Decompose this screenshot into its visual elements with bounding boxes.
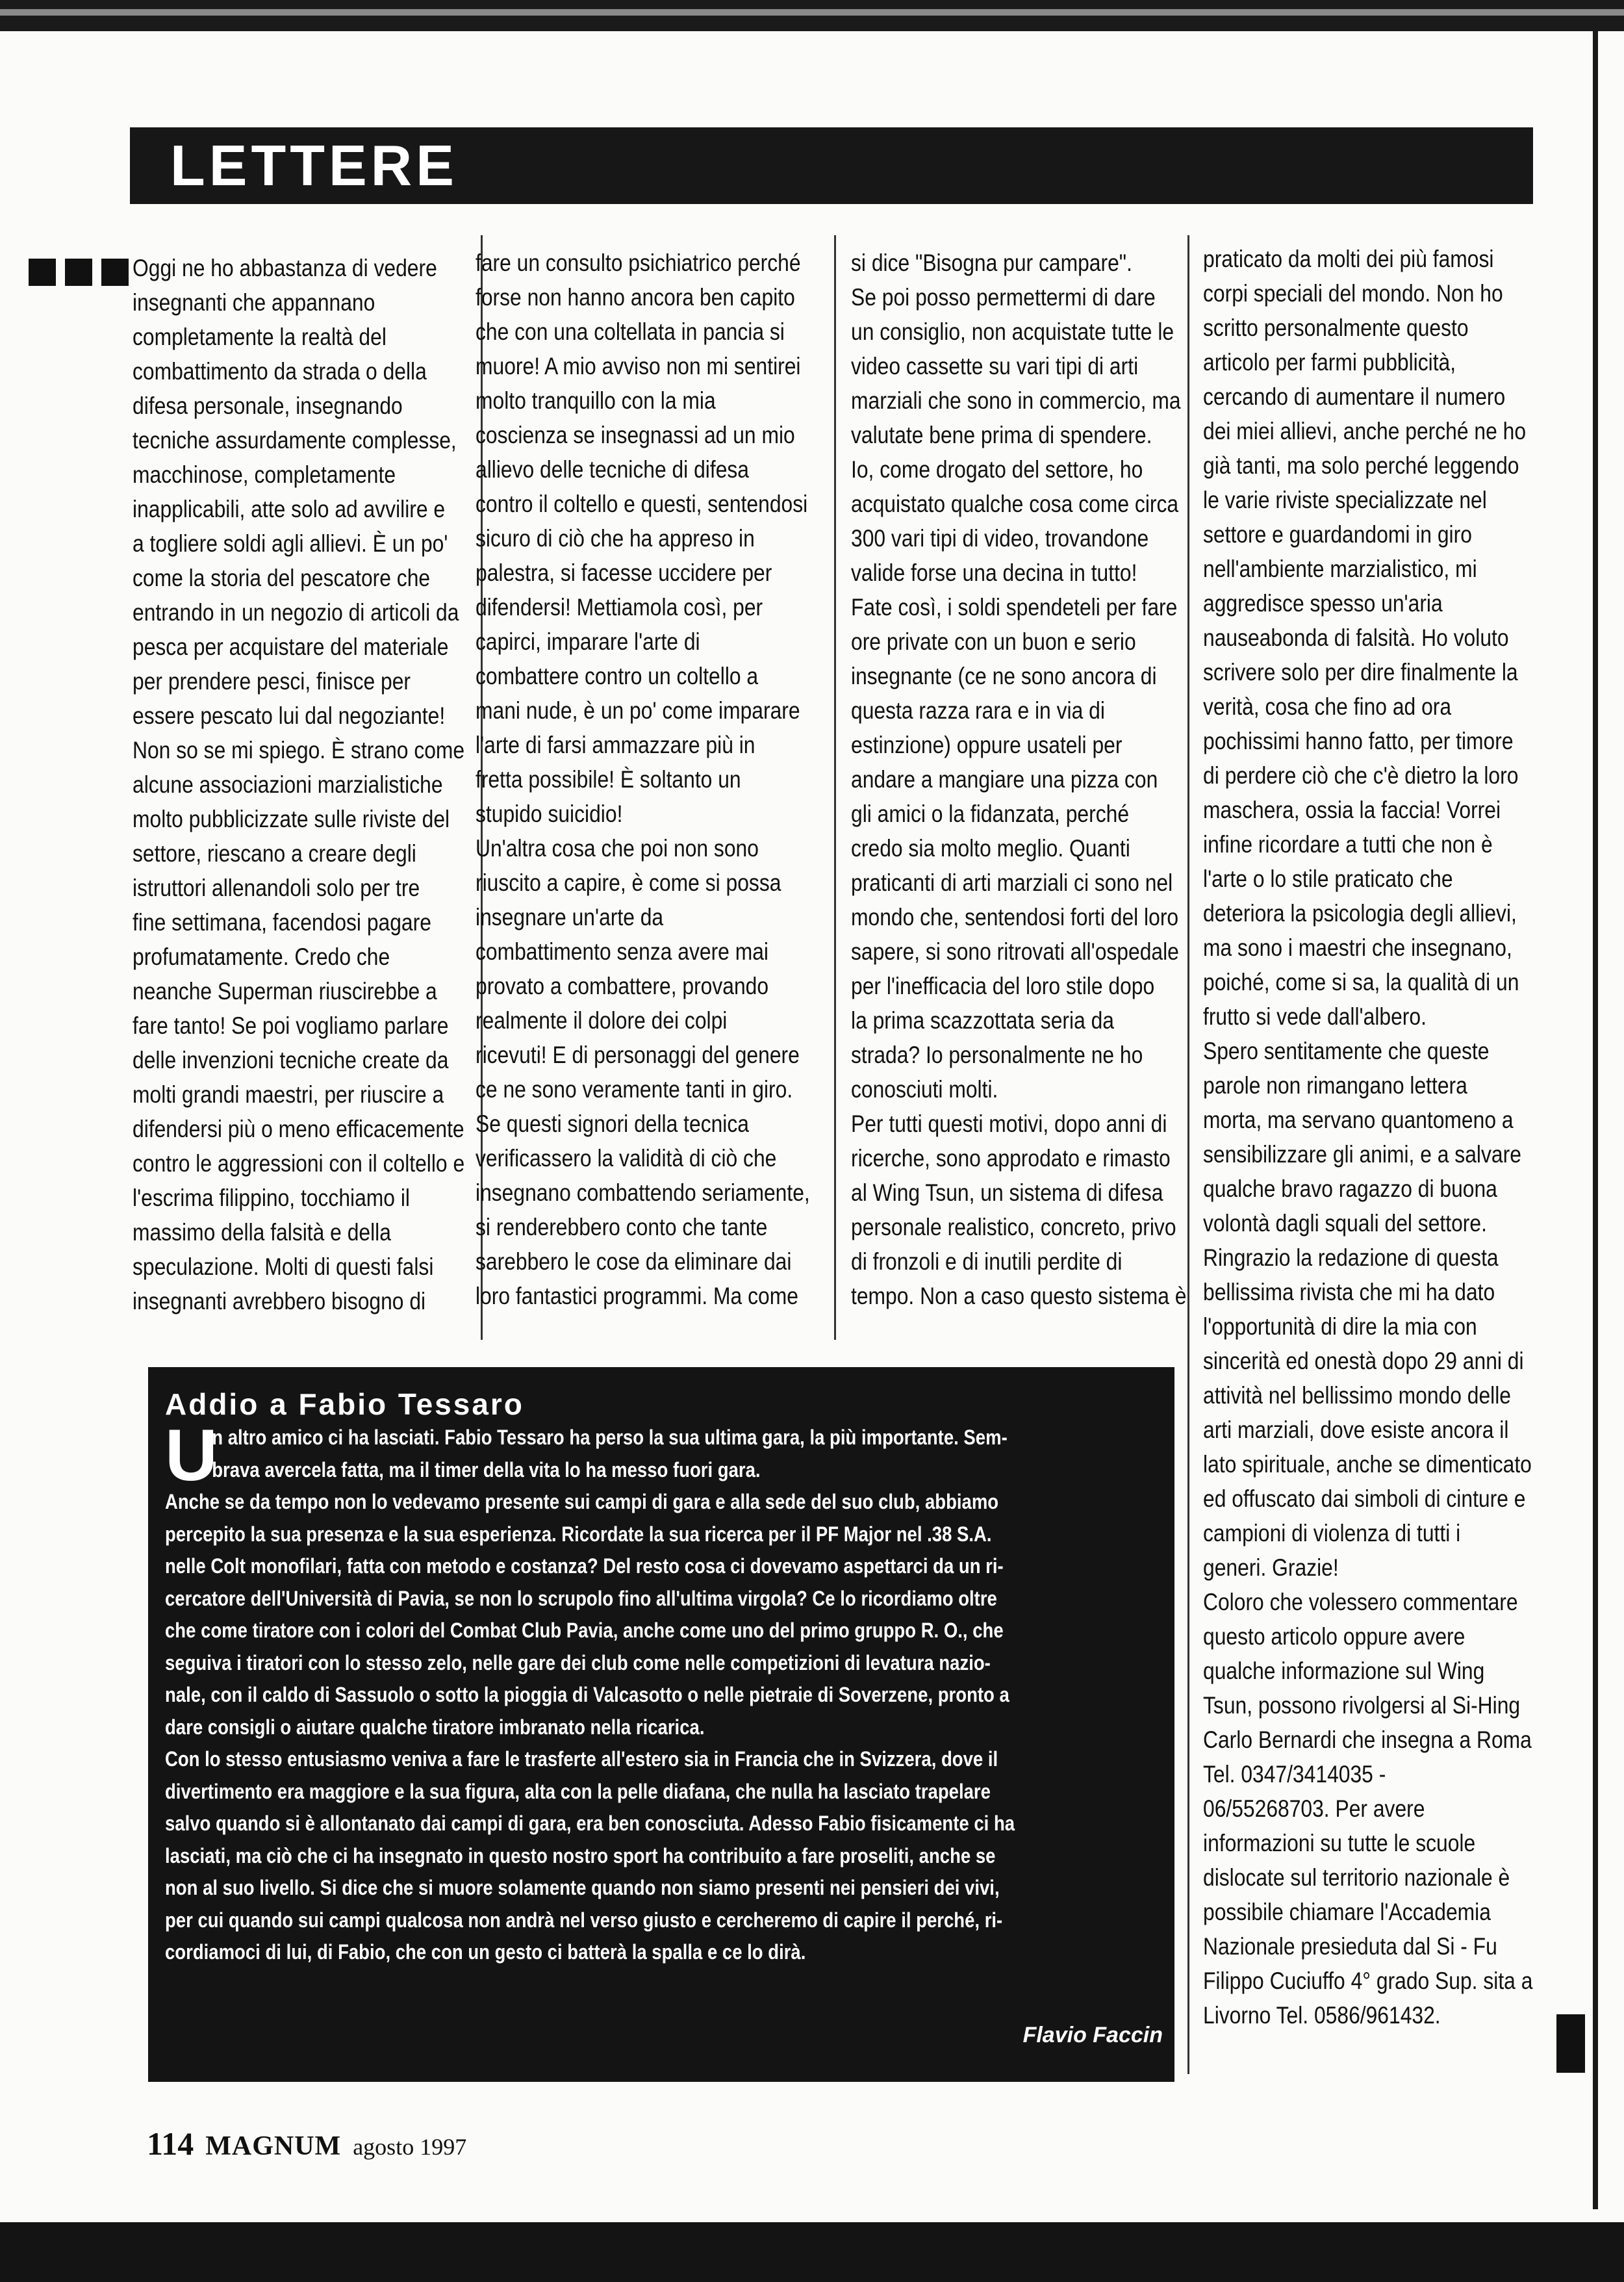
page-number: 114 [147,2125,194,2162]
obituary-title: Addio a Fabio Tessaro [165,1387,524,1421]
letter-column-3 [851,246,1192,1313]
column-text: si dice "Bisogna pur campare". Se poi posso permettermi di dare un consiglio, non acquistate tutte le video cassette su vari tipi di arti marziali che sono in commercio, ma valutate bene prima di spendere. Io, come drogato del settore, ho acquistato qualche cosa come circa 300 vari tipi di video, trovandone valide forse una decina in tutto! Fate così, i soldi spendeteli per fare ore private con un buon e serio insegnante (ce ne sono ancora di questa razza rara e in via di estinzione) oppure usateli per andare a mangiare una pizza con gli amici o la fidanzata, perché credo sia molto meglio. Quanti praticanti di arti marziali ci sono nel mondo che, sentendosi forti del loro sapere, si sono ritrovati all'ospedale per l'inefficacia del loro stile dopo la prima scazzottata seria da strada? Io personalmente ne ho conosciuti molti. Per tutti questi motivi, dopo anni di ricerche, sono approdato e rimasto al Wing Tsun, un sistema di difesa personale realistico, concreto, privo di fronzoli e di inutili perdite di tempo. Non a caso questo sistema è [851,250,1187,1309]
letter-column-2 [476,246,811,1313]
section-bullets [29,259,129,286]
obituary-body [165,1422,1160,1969]
bullet-square-icon [101,259,129,286]
obituary-lead: n altro amico ci ha lasciati. Fabio Tessaro ha perso la sua ultima gara, la più importante. Sem- brava avercela fatta, ma il timer della vita lo ha messo fuori gara. [212,1426,1008,1481]
column-divider [1187,235,1189,2074]
column-divider [834,235,836,1340]
corner-marker [1556,2014,1585,2073]
page-footer [147,2125,466,2162]
letter-column-4 [1203,242,1538,2032]
top-border-texture [0,9,1624,16]
obituary-dropcap: U [165,1415,218,1496]
magazine-name: MAGNUM [205,2131,342,2161]
issue-date: agosto 1997 [353,2134,467,2160]
section-title: LETTERE [170,133,458,198]
letter-column-1 [133,251,468,1318]
bullet-square-icon [29,259,56,286]
top-border [0,0,1624,31]
bottom-border [0,2222,1624,2282]
column-text: fare un consulto psichiatrico perché forse non hanno ancora ben capito che con una coltellata in pancia si muore! A mio avviso non mi sentirei molto tranquillo con la mia coscienza se insegnassi ad un mio allievo delle tecniche di difesa contro il coltello e questi, sentendosi sicuro di ciò che ha appreso in palestra, si facesse uccidere per difendersi! Mettiamola così, per capirci, imparare l'arte di combattere contro un coltello a mani nude, è un po' come imparare l'arte di farsi ammazzare più in fretta possibile! È soltanto un stupido suicidio! Un'altra cosa che poi non sono riuscito a capire, è come si possa insegnare un'arte da combattimento senza avere mai provato a combattere, provando realmente il dolore dei colpi ricevuti! E di personaggi del genere ce ne sono veramente tanti in giro. Se questi signori della tecnica verificassero la validità di ciò che insegnano combattendo seriamente, si renderebbero conto che tante sarebbero le cose da eliminare dai loro fantastici programmi. Ma come [476,250,810,1309]
column-text: Oggi ne ho abbastanza di vedere insegnanti che appannano completamente la realtà del combattimento da strada o della difesa personale, insegnando tecniche assurdamente complesse, macchinose, completamente inapplicabili, atte solo ad avvilire e a togliere soldi agli allievi. È un po' come la storia del pescatore che entrando in un negozio di articoli da pesca per acquistare del materiale per prendere pesci, finisce per essere pescato lui dal negoziante! Non so se mi spiego. È strano come alcune associazioni marzialistiche molto pubblicizzate sulle riviste del settore, riescano a creare degli istruttori allenandoli solo per tre fine settimana, facendosi pagare profumatamente. Credo che neanche Superman riuscirebbe a fare tanto! Se poi vogliamo parlare delle invenzioni tecniche create da molti grandi maestri, per riuscire a difendersi più o meno efficacemente contro le aggressioni con il coltello e l'escrima filippino, tocchiamo il massimo della falsità e della speculazione. Molti di questi falsi insegnanti avrebbero bisogno di [133,255,465,1314]
obituary-author: Flavio Faccin [1022,2023,1163,2047]
obituary-text: Anche se da tempo non lo vedevamo presente sui campi di gara e alla sede del suo club, abbiamo percepito la sua presenza e la sua esperienza. Ricordate la sua ricerca per il PF Major nel .38 S.A. nelle Colt monofilari, fatta con metodo e costanza? Del resto cosa ci dovevamo aspettarci da un ri- cercatore dell'Università di Pavia, se non lo scrupolo fino all'ultima virgola? Ce lo ricordiamo oltre che come tiratore con i colori del Combat Club Pavia, anche come uno del primo gruppo R. O., che seguiva i tiratori con lo stesso zelo, nelle gare dei club come nelle competizioni di levatura nazio- nale, con il caldo di Sassuolo o sotto la pioggia di Valcasotto o nelle pietraie di Soverzene, pronto a dare consigli o aiutare qualche tiratore imbranato nella ricarica. Con lo stesso entusiasmo veniva a fare le trasferte all'estero sia in Francia che in Svizzera, dove il divertimento era maggiore e la sua figura, alta con la pelle diafana, che nulla ha lasciato trapelare salvo quando si è allontanato dai campi di gara, era ben conosciuta. Adesso Fabio fisicamente ci ha lasciati, ma ciò che ci ha insegnato in questo nostro sport ha contribuito a fare proseliti, anche se non al suo livello. Si dice che si muore solamente quando non siamo presenti nei pensieri dei vivi, per cui quando sui campi qualcosa non andrà nel verso giusto e cercheremo di capire il perché, ri- cordiamoci di lui, di Fabio, che con un gesto ci batterà la spalla e ce lo dirà. [165,1490,1015,1964]
section-header-bar [130,127,1533,204]
obituary-box [148,1367,1174,2082]
right-border [1593,26,1598,2209]
bullet-square-icon [65,259,92,286]
column-text: praticato da molti dei più famosi corpi speciali del mondo. Non ho scritto personalmente questo articolo per farmi pubblicità, cercando di aumentare il numero dei miei allievi, anche perché ne ho già tanti, ma solo perché leggendo le varie riviste specializzate nel settore e guardandomi in giro nell'ambiente marzialistico, mi aggredisce spesso un'aria nauseabonda di falsità. Ho voluto scrivere solo per dire finalmente la verità, cosa che fino ad ora pochissimi hanno fatto, per timore di perdere ciò che c'è dietro la loro maschera, ossia la faccia! Vorrei infine ricordare a tutti che non è l'arte o lo stile praticato che deteriora la psicologia degli allievi, ma sono i maestri che insegnano, poiché, come si sa, la qualità di un frutto si vede dall'albero. Spero sentitamente che queste parole non rimangano lettera morta, ma servano quantomeno a sensibilizzare gli animi, e a salvare qualche bravo ragazzo di buona volontà dagli squali del settore. Ringrazio la redazione di questa bellissima rivista che mi ha dato l'opportunità di dire la mia con sincerità ed onestà dopo 29 anni di attività nel bellissimo mondo delle arti marziali, dove esiste ancora il lato spirituale, anche se dimenticato ed offuscato dai simboli di cinture e campioni di violenza di tutti i generi. Grazie! Coloro che volessero commentare questo articolo oppure avere qualche informazione sul Wing Tsun, possono rivolgersi al Si-Hing Carlo Bernardi che insegna a Roma Tel. 0347/3414035 - 06/55268703. Per avere informazioni su tutte le scuole dislocate sul territorio nazionale è possibile chiamare l'Accademia Nazionale presieduta dal Si - Fu Filippo Cuciuffo 4° grado Sup. sita a Livorno Tel. 0586/961432. [1203,246,1533,2029]
